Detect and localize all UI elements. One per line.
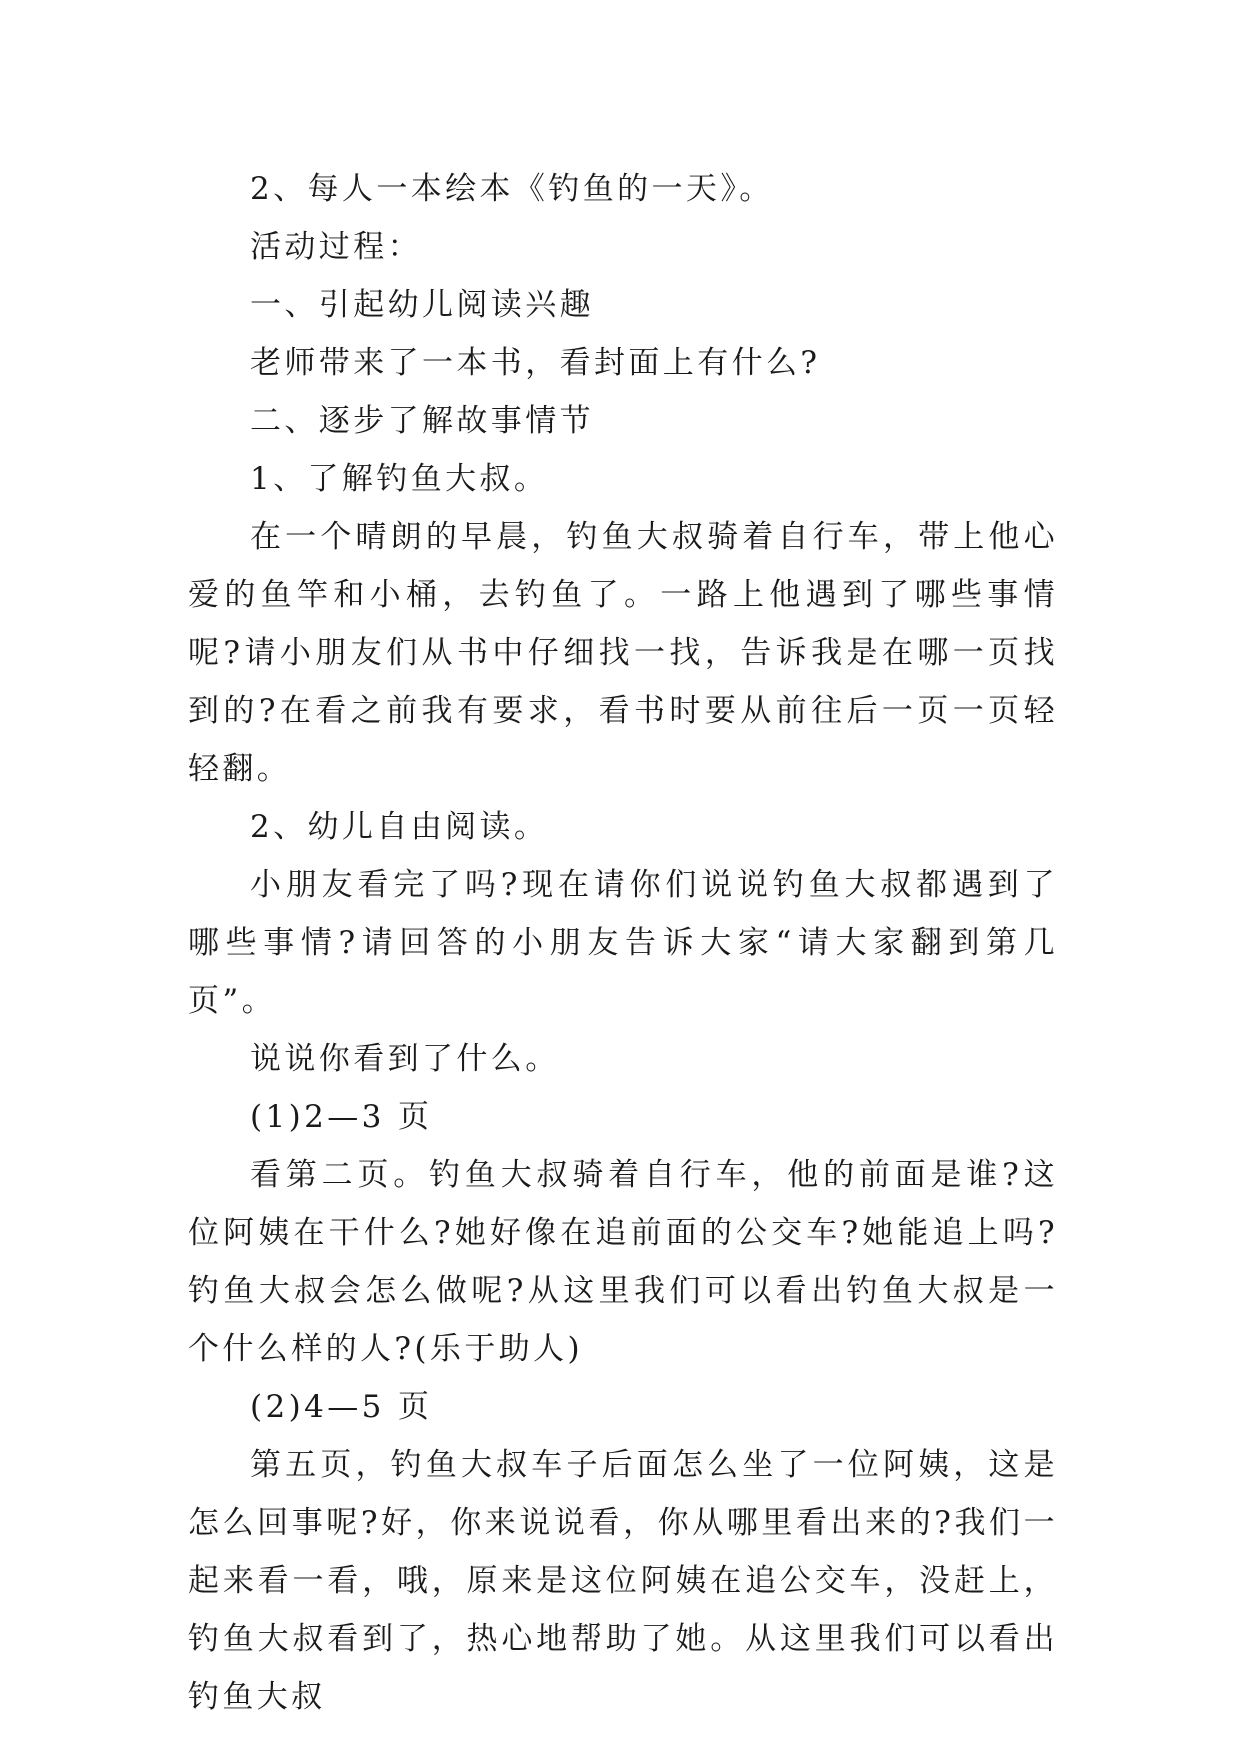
document-body (188, 160, 1058, 1726)
paragraph-page-two: 看第二页。钓鱼大叔骑着自行车，他的前面是谁?这位阿姨在干什么?她好像在追前面的公交车?她能追上吗?钓鱼大叔会怎么做呢?从这里我们可以看出钓鱼大叔是一个什么样的人?(乐于助人) (188, 1157, 1058, 1367)
heading-step-one: 一、引起幼儿阅读兴趣 (250, 287, 594, 323)
paragraph-materials: 2、每人一本绘本《钓鱼的一天》。 (250, 171, 774, 207)
paragraph-story-intro: 在一个晴朗的早晨，钓鱼大叔骑着自行车，带上他心爱的鱼竿和小桶，去钓鱼了。一路上他遇到了哪些事情呢?请小朋友们从书中仔细找一找，告诉我是在哪一页找到的?在看之前我有要求，看书时要从前往后一页一页轻轻翻。 (188, 519, 1058, 787)
heading-activity-process: 活动过程： (250, 229, 422, 265)
paragraph-teacher-intro: 老师带来了一本书，看封面上有什么? (250, 345, 821, 381)
heading-step-two: 二、逐步了解故事情节 (250, 403, 594, 439)
subheading-know-uncle: 1、了解钓鱼大叔。 (250, 461, 549, 497)
paragraph-say-what-you-see: 说说你看到了什么。 (250, 1041, 560, 1077)
subheading-free-reading: 2、幼儿自由阅读。 (250, 809, 549, 845)
paragraph-discussion: 小朋友看完了吗?现在请你们说说钓鱼大叔都遇到了哪些事情?请回答的小朋友告诉大家“请大家翻到第几页”。 (188, 867, 1058, 1019)
paragraph-page-five: 第五页，钓鱼大叔车子后面怎么坐了一位阿姨，这是怎么回事呢?好，你来说说看，你从哪里看出来的?我们一起来看一看，哦，原来是这位阿姨在追公交车，没赶上，钓鱼大叔看到了，热心地帮助了她。从这里我们可以看出钓鱼大叔 (188, 1447, 1058, 1715)
subheading-pages-2-3: (1)2—3 页 (250, 1099, 433, 1135)
subheading-pages-4-5: (2)4—5 页 (250, 1389, 433, 1425)
